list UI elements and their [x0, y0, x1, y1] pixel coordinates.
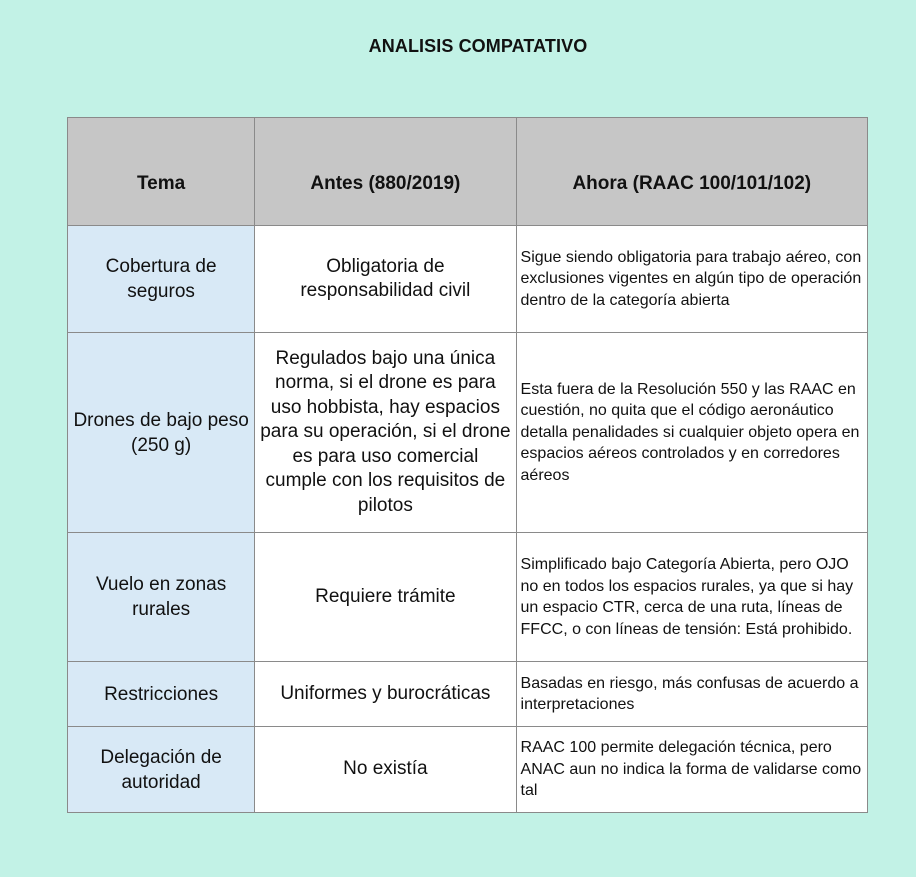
- cell-now: Sigue siendo obligatoria para trabajo aéreo, con exclusiones vigentes en algún tipo de operación dentro de la categoría abierta: [516, 226, 867, 333]
- cell-before: Requiere trámite: [255, 533, 516, 662]
- cell-topic: Delegación de autoridad: [68, 727, 255, 813]
- cell-now: Simplificado bajo Categoría Abierta, pero OJO no en todos los espacios rurales, ya que si hay un espacio CTR, cerca de una ruta, líneas de FFCC, o con líneas de tensión: Está prohibido.: [516, 533, 867, 662]
- cell-now: Esta fuera de la Resolución 550 y las RAAC en cuestión, no quita que el código aeronáutico detalla penalidades si cualquier objeto opera en espacios aéreos controlados y en corredores aéreos: [516, 333, 867, 533]
- header-tema: Tema: [68, 118, 255, 226]
- cell-now: Basadas en riesgo, más confusas de acuerdo a interpretaciones: [516, 662, 867, 727]
- cell-topic: Vuelo en zonas rurales: [68, 533, 255, 662]
- table-row: [68, 226, 868, 333]
- cell-before: Regulados bajo una única norma, si el drone es para uso hobbista, hay espacios para su operación, si el drone es para uso comercial cumple con los requisitos de pilotos: [255, 333, 516, 533]
- cell-now: RAAC 100 permite delegación técnica, pero ANAC aun no indica la forma de validarse como tal: [516, 727, 867, 813]
- header-antes: Antes (880/2019): [255, 118, 516, 226]
- table-row: [68, 533, 868, 662]
- cell-before: No existía: [255, 727, 516, 813]
- table-row: [68, 333, 868, 533]
- cell-topic: Drones de bajo peso (250 g): [68, 333, 255, 533]
- table-header-row: [68, 118, 868, 226]
- cell-topic: Cobertura de seguros: [68, 226, 255, 333]
- page-title: ANALISIS COMPATATIVO: [368, 36, 588, 56]
- table-row: [68, 662, 868, 727]
- cell-topic: Restricciones: [68, 662, 255, 727]
- header-ahora: Ahora (RAAC 100/101/102): [516, 118, 867, 226]
- table-row: [68, 727, 868, 813]
- cell-before: Uniformes y burocráticas: [255, 662, 516, 727]
- cell-before: Obligatoria de responsabilidad civil: [255, 226, 516, 333]
- comparison-table: [67, 117, 868, 813]
